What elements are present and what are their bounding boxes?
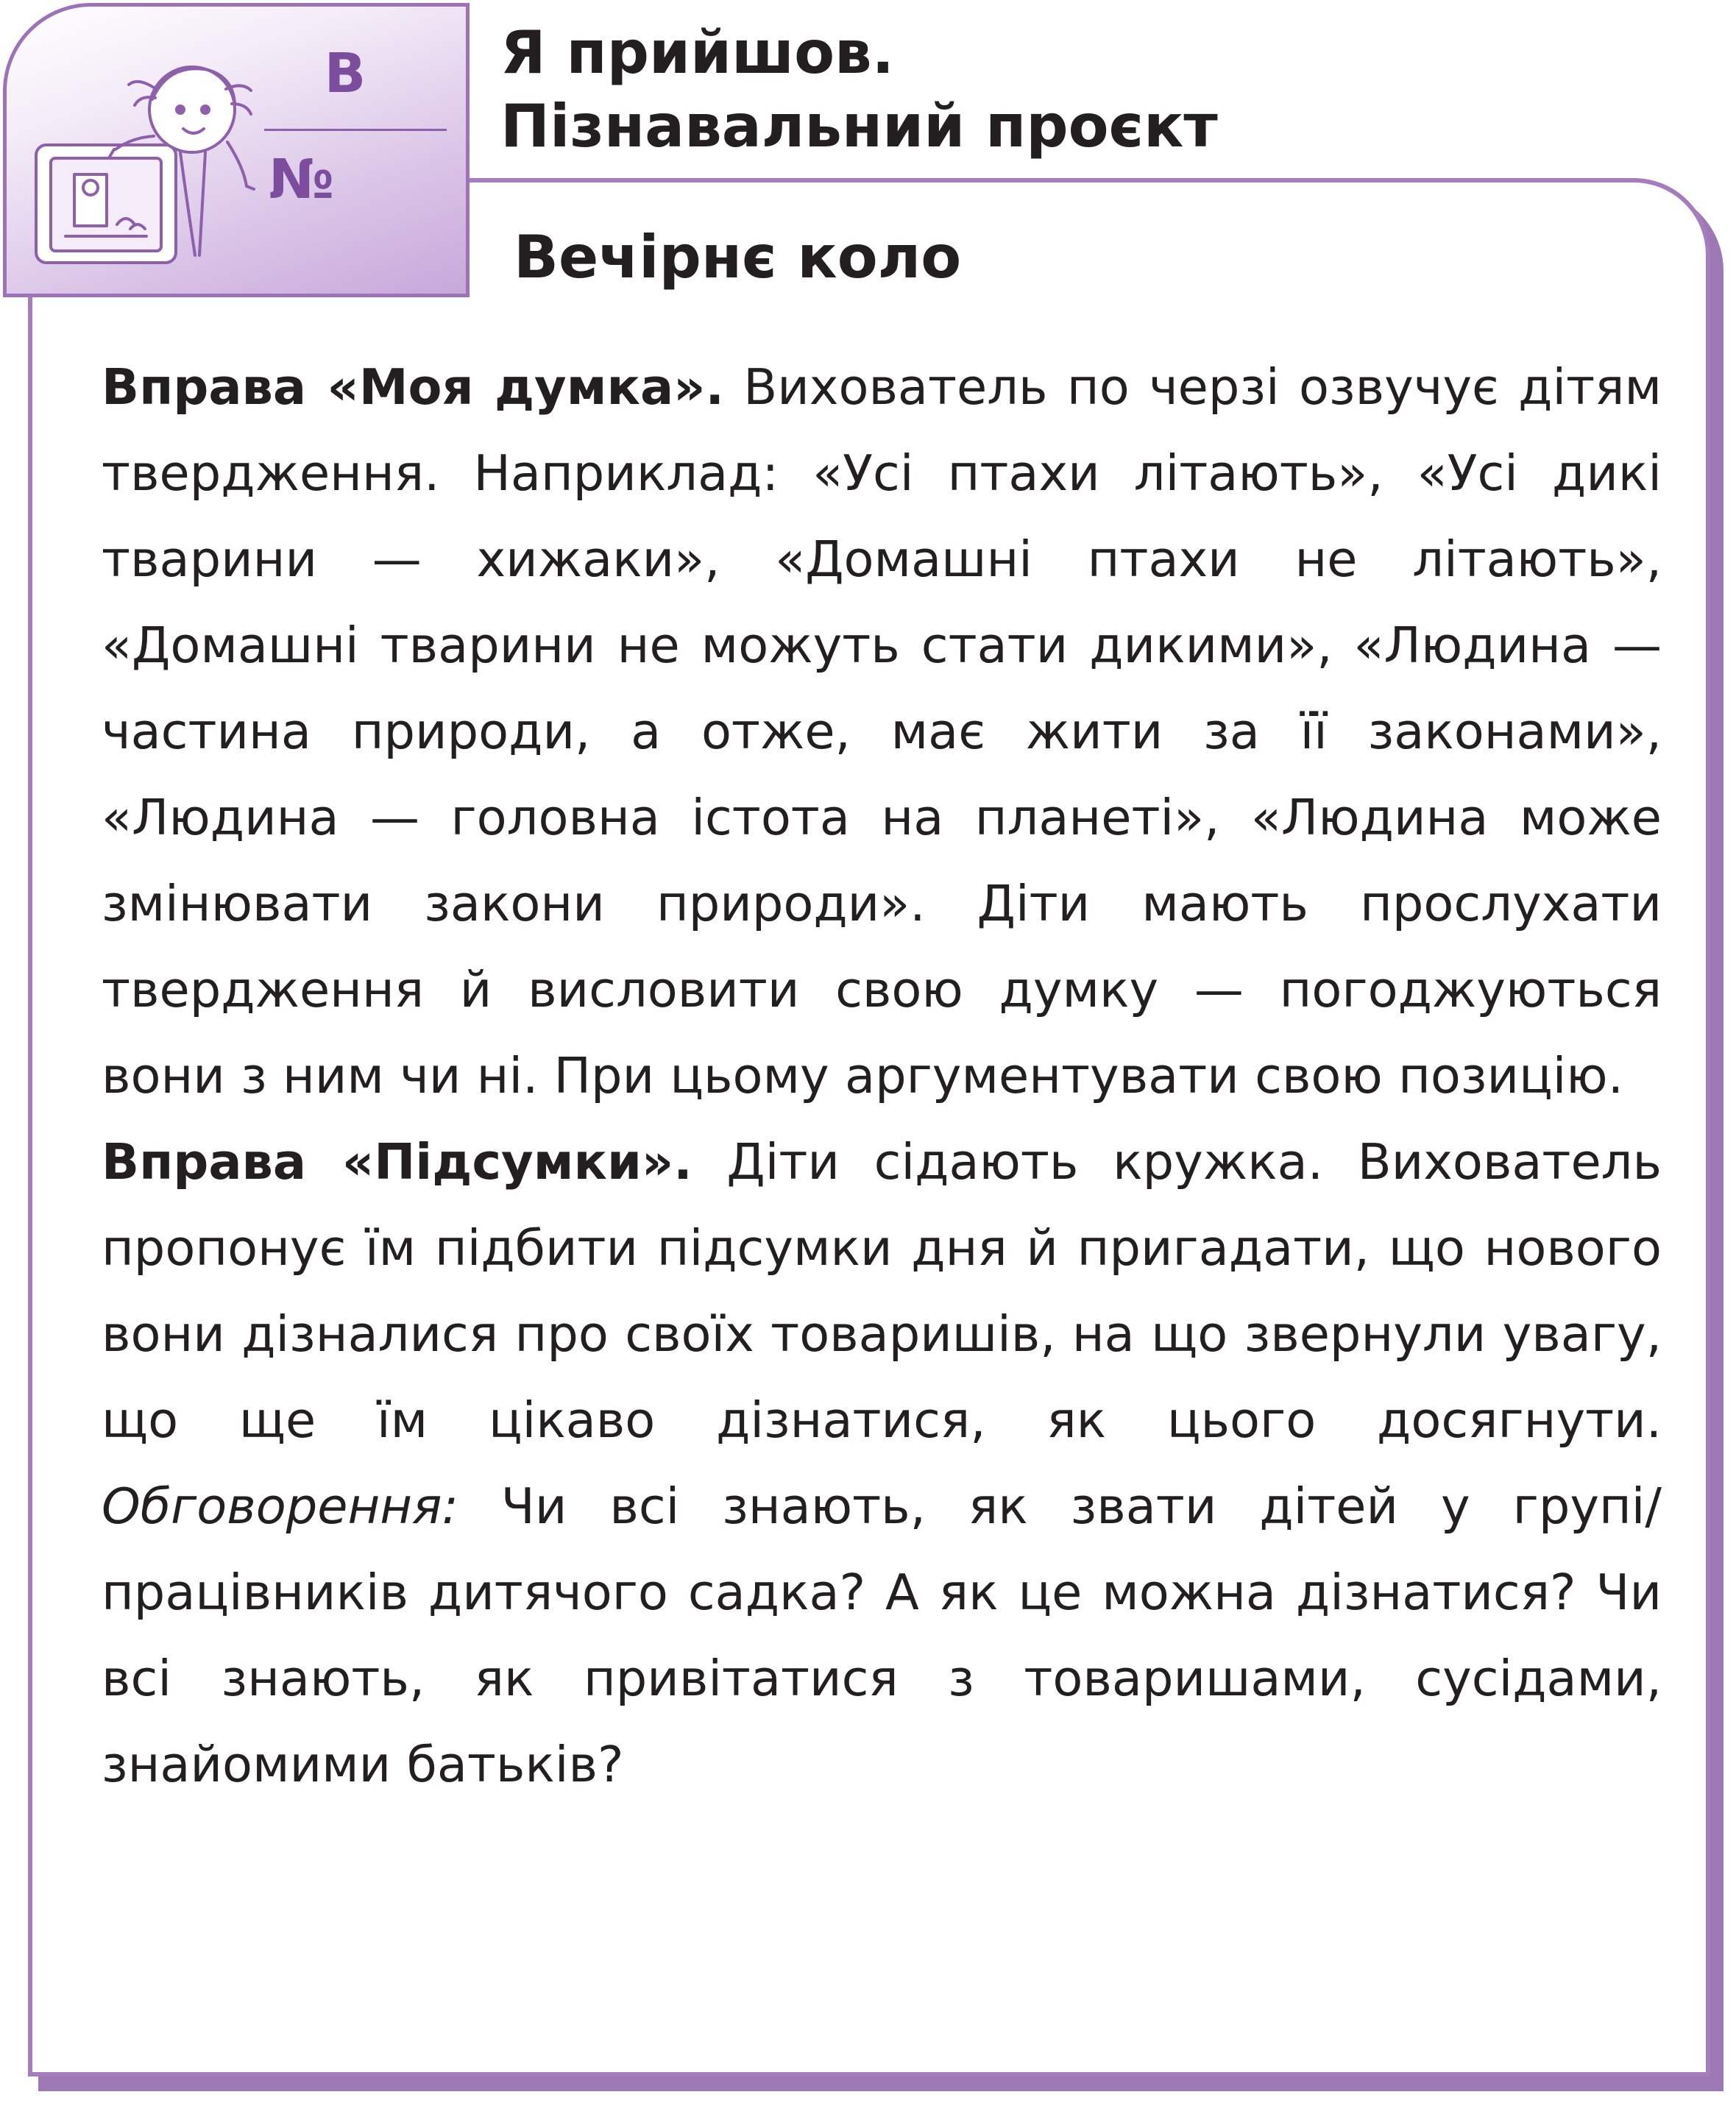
title-line-2: Пізнавальний проєкт	[500, 92, 1218, 160]
title-line-1: Я прийшов.	[500, 18, 895, 87]
page-title	[500, 16, 1218, 163]
section-tab	[3, 3, 470, 297]
exercise-title-my-opinion: Вправа «Моя думка».	[102, 358, 724, 416]
girl-with-picture-illustration	[7, 7, 470, 297]
exercise-body-my-opinion: Вихователь по черзі озвучує дітям твердження. Наприклад: «Усі птахи літають», «Усі дикі тварини — хижаки», «Домашні птахи не літають», «Домашні тварини не можуть стати дикими», «Людина — частина природи, а отже, має жити за її законами», «Людина — головна істота на планеті», «Людина може змінювати закони природи». Діти мають прослухати твердження й висловити свою думку — погоджуються вони з ним чи ні. При цьому аргументувати свою позицію.	[102, 358, 1662, 1104]
section-heading: Вечірнє коло	[514, 223, 962, 291]
body-text	[102, 344, 1662, 1808]
exercise-body-summary: Діти сідають кружка. Вихователь пропонує їм підбити підсумки дня й пригадати, що нового вони дізналися про своїх товаришів, на що звернули увагу, що ще їм цікаво дізнатися, як цього досягнути.	[102, 1133, 1662, 1449]
discussion-text: Чи всі знають, як звати дітей у групі/працівників дитячого садка? А як це можна дізнатися? Чи всі знають, як привітатися з товаришами, сусідами, знайомими батьків?	[102, 1478, 1662, 1793]
tab-letter: В	[324, 42, 366, 105]
exercise-title-summary: Вправа «Підсумки».	[102, 1133, 692, 1191]
tab-divider	[264, 129, 447, 131]
discussion-label: Обговорення:	[102, 1478, 458, 1535]
tab-number-sign: №	[269, 148, 335, 211]
